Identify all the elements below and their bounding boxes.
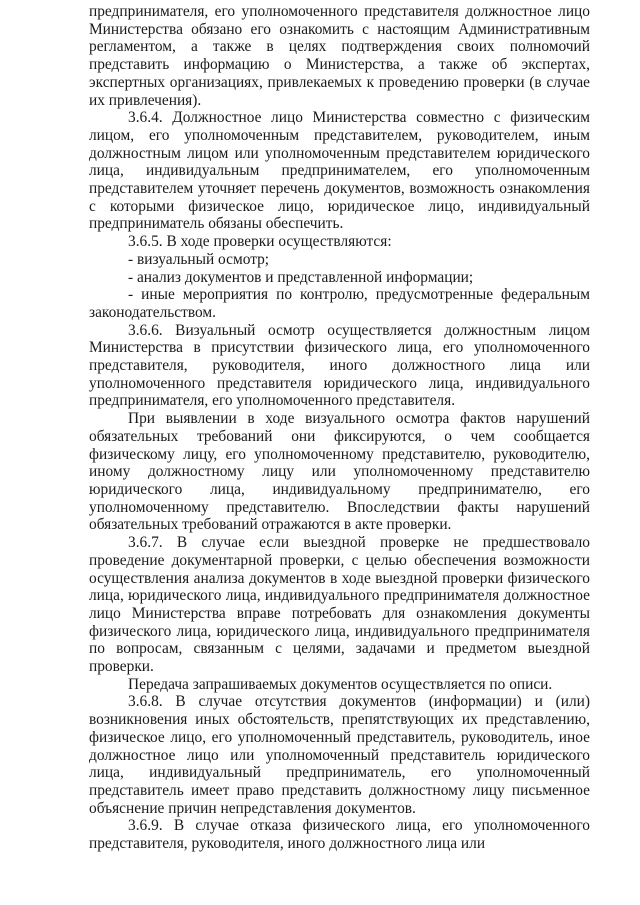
list-item-visual-inspection: - визуальный осмотр; <box>128 250 270 268</box>
paragraph-continuation: предпринимателя, его уполномоченного представителя должностное лицо Министерства обязано его ознакомить с настоящим Административным регламентом, а также в целях подтверждения своих полномочий представить информацию о Министерства, а также об экспертах, экспертных организациях, привлекаемых к проведению проверки (в случае их привлечения). <box>89 3 590 109</box>
paragraph-documents-transfer: Передача запрашиваемых документов осуществляется по описи. <box>128 675 553 693</box>
paragraph-3-6-6: 3.6.6. Визуальный осмотр осуществляется должностным лицом Министерства в присутствии физического лица, его уполномоченного представителя, руководителя, иного должностного лица или уполномоченного представителя юридического лица, индивидуального предпринимателя, его уполномоченного представителя. <box>89 321 590 410</box>
paragraph-3-6-4: 3.6.4. Должностное лицо Министерства совместно с физическим лицом, его уполномоченным представителем, руководителем, иным должностным лицом или уполномоченным представителем юридического лица, индивидуальным предпринимателем, его уполномоченным представителем уточняет перечень документов, возможность ознакомления с которыми физическое лицо, юридическое лицо, индивидуальный предприниматель обязаны обеспечить. <box>89 109 590 233</box>
paragraph-3-6-9: 3.6.9. В случае отказа физического лица, его уполномоченного представителя, руководителя, иного должностного лица или <box>89 817 590 853</box>
paragraph-3-6-5: 3.6.5. В ходе проверки осуществляются: <box>128 233 392 251</box>
paragraph-violations: При выявлении в ходе визуального осмотра фактов нарушений обязательных требований они фиксируются, о чем сообщается физическому лицу, его уполномоченному представителю, руководителю, иному должностному лицу или уполномоченному представителю юридического лица, индивидуальному предпринимателю, его уполномоченному представителю. Впоследствии факты нарушений обязательных требований отражаются в акте проверки. <box>89 410 590 534</box>
list-item-document-analysis: - анализ документов и представленной информации; <box>128 268 474 286</box>
paragraph-3-6-8: 3.6.8. В случае отсутствия документов (информации) и (или) возникновения иных обстоятельств, препятствующих их представлению, физическое лицо, его уполномоченный представитель, руководитель, иное должностное лицо или уполномоченный представитель юридического лица, индивидуальный предприниматель, его уполномоченный представитель имеет право представить должностному лицу письменное объяснение причин непредставления документов. <box>89 693 590 817</box>
list-item-other-measures: - иные мероприятия по контролю, предусмотренные федеральным законодательством. <box>89 286 590 321</box>
paragraph-3-6-7: 3.6.7. В случае если выездной проверке не предшествовало проведение документарной проверки, с целью обеспечения возможности осуществления анализа документов в ходе выездной проверки физического лица, юридического лица, индивидуального предпринимателя должностное лицо Министерства вправе потребовать для ознакомления документы физического лица, юридического лица, индивидуального предпринимателя по вопросам, связанным с целями, задачами и предметом выездной проверки. <box>89 534 590 676</box>
